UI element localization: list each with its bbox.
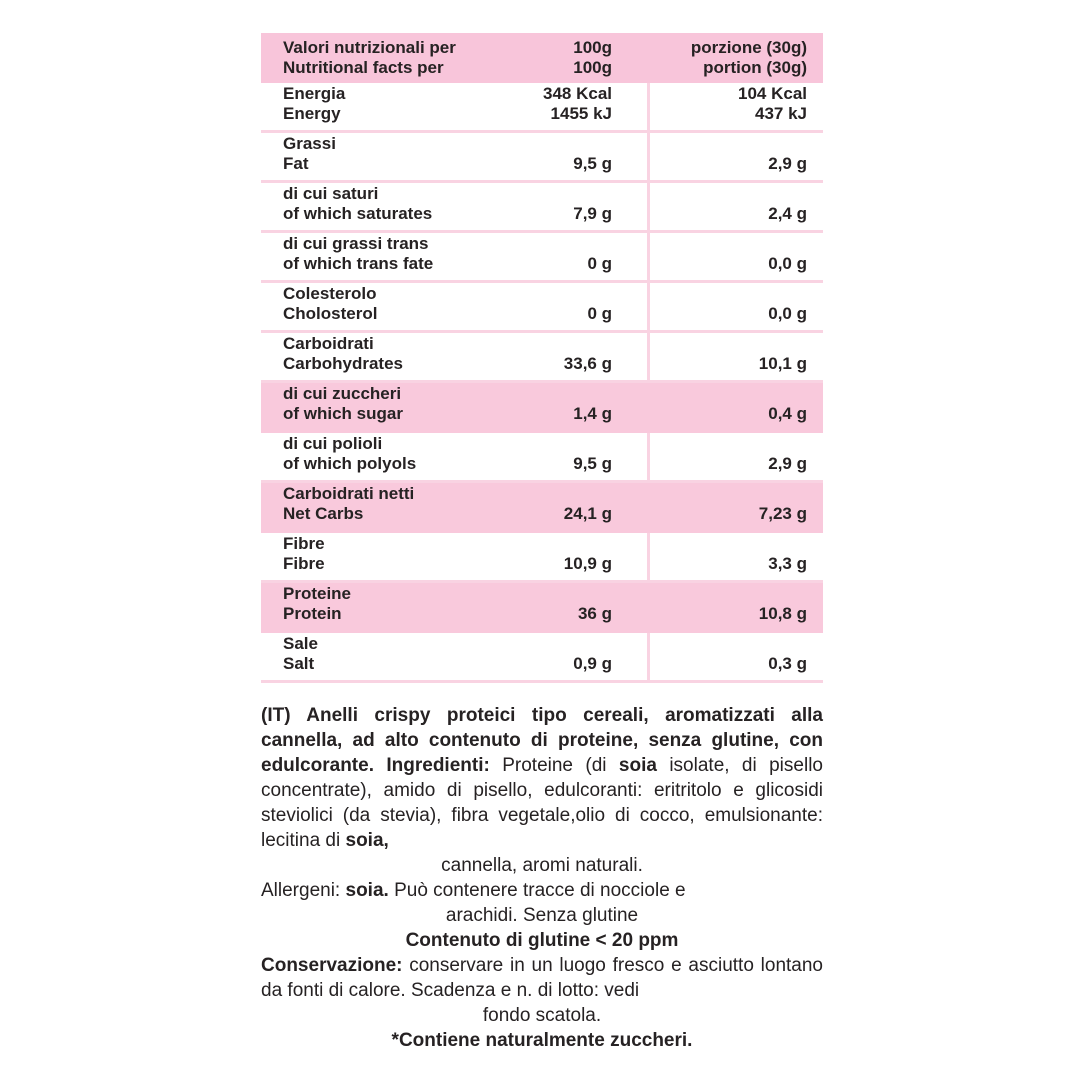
row-label-it: Grassi — [283, 134, 336, 153]
paragraph-centered-line: arachidi. Senza glutine — [445, 905, 639, 926]
paragraph: *Contiene naturalmente zuccheri. — [391, 1030, 693, 1051]
row-label-it: di cui grassi trans — [283, 234, 429, 253]
table-header — [261, 33, 823, 83]
paragraph: Contenuto di glutine < 20 ppm — [405, 930, 679, 951]
value-per-100g: 0 g — [587, 254, 612, 273]
row-label-it: Proteine — [283, 584, 352, 603]
value-per-portion: 0,0 g — [768, 304, 807, 323]
column-divider — [647, 533, 650, 580]
row-label — [283, 384, 403, 424]
table-rows — [261, 83, 823, 683]
row-label-it: di cui polioli — [283, 434, 383, 453]
paragraph-centered-line: fondo scatola. — [482, 1005, 602, 1026]
value-per-portion: 2,9 g — [768, 454, 807, 473]
row-label-en: of which trans fate — [283, 254, 434, 273]
table-row — [261, 633, 823, 683]
paragraph-centered-line: cannella, aromi naturali. — [441, 855, 643, 876]
header-per100-en: 100g — [573, 58, 612, 77]
header-per100 — [573, 38, 612, 78]
value-per-portion: 0,0 g — [768, 254, 807, 273]
value-per-portion: 7,23 g — [758, 504, 807, 523]
value-per-100g: 0,9 g — [573, 654, 612, 673]
table-row — [261, 133, 823, 183]
row-label-it: Sale — [283, 634, 318, 653]
row-label-en: of which saturates — [283, 204, 433, 223]
column-divider — [647, 433, 650, 480]
row-label — [283, 434, 416, 474]
row-label-en: of which sugar — [283, 404, 403, 423]
column-divider — [647, 233, 650, 280]
value-per-100g: 9,5 g — [573, 454, 612, 473]
value-per-100g: 36 g — [577, 604, 612, 623]
column-divider — [647, 283, 650, 330]
row-label — [283, 284, 377, 324]
table-row — [261, 533, 823, 583]
value-per-portion: 104 Kcal 437 kJ — [738, 84, 807, 123]
row-label — [283, 334, 403, 374]
row-label — [283, 484, 414, 524]
value-per-portion: 2,4 g — [768, 204, 807, 223]
row-label-en: Cholosterol — [283, 304, 378, 323]
row-label — [283, 534, 325, 574]
column-divider — [647, 333, 650, 380]
table-row — [261, 483, 823, 533]
header-title — [283, 38, 456, 78]
value-per-100g: 1,4 g — [573, 404, 612, 423]
table-row — [261, 383, 823, 433]
value-per-100g: 0 g — [587, 304, 612, 323]
column-divider — [647, 633, 650, 680]
value-per-100g: 24,1 g — [563, 504, 612, 523]
column-divider — [647, 133, 650, 180]
row-label-it: Energia — [283, 84, 346, 103]
row-label-en: Fat — [283, 154, 309, 173]
table-row — [261, 333, 823, 383]
paragraph: (IT) Anelli crispy proteici tipo cereali, aromatizzati alla cannella, ad alto contenuto di proteine, senza glutine, con edulcorante. Ingredienti: Proteine (di soia isolate, di pisello concentrate), amido di pisello, edulcoranti: eritritolo e glicosidi steviolici (da stevia), fibra vegetale,olio di cocco, emulsionante: lecitina di soia, cannella, aromi naturali. — [261, 705, 823, 876]
row-label-en: Salt — [283, 654, 315, 673]
row-label-en: Net Carbs — [283, 504, 364, 523]
table-row — [261, 283, 823, 333]
row-label-it: di cui saturi — [283, 184, 379, 203]
table-row — [261, 233, 823, 283]
row-label-en: Fibre — [283, 554, 325, 573]
row-label-it: Colesterolo — [283, 284, 377, 303]
header-portion — [691, 38, 807, 78]
row-label-en: of which polyols — [283, 454, 417, 473]
row-label-it: di cui zuccheri — [283, 384, 402, 403]
row-label — [283, 84, 345, 124]
column-divider — [647, 83, 650, 130]
row-label-it: Carboidrati — [283, 334, 374, 353]
row-label — [283, 234, 433, 274]
value-per-portion: 3,3 g — [768, 554, 807, 573]
info-text — [261, 703, 823, 1053]
row-label — [283, 184, 432, 224]
table-row — [261, 433, 823, 483]
table-row — [261, 183, 823, 233]
row-label-en: Protein — [283, 604, 342, 623]
table-row — [261, 83, 823, 133]
paragraph: Allergeni: soia. Può contenere tracce di nocciole e arachidi. Senza glutine — [261, 878, 823, 928]
value-per-100g: 10,9 g — [563, 554, 612, 573]
header-title-it: Valori nutrizionali per — [283, 38, 456, 57]
row-label — [283, 634, 318, 674]
header-portion-en: portion (30g) — [703, 58, 807, 77]
row-label — [283, 134, 336, 174]
value-per-100g: 7,9 g — [573, 204, 612, 223]
row-label — [283, 584, 351, 624]
value-per-portion: 10,1 g — [758, 354, 807, 373]
row-label-it: Carboidrati netti — [283, 484, 415, 503]
row-label-en: Carbohydrates — [283, 354, 403, 373]
column-divider — [647, 183, 650, 230]
row-label-it: Fibre — [283, 534, 325, 553]
header-per100-it: 100g — [573, 38, 612, 57]
value-per-portion: 0,4 g — [768, 404, 807, 423]
header-portion-it: porzione (30g) — [690, 38, 807, 57]
value-per-100g: 9,5 g — [573, 154, 612, 173]
value-per-100g: 348 Kcal 1455 kJ — [543, 84, 612, 123]
row-label-en: Energy — [283, 104, 341, 123]
table-row — [261, 583, 823, 633]
value-per-portion: 2,9 g — [768, 154, 807, 173]
value-per-100g: 33,6 g — [563, 354, 612, 373]
value-per-portion: 10,8 g — [758, 604, 807, 623]
value-per-portion: 0,3 g — [768, 654, 807, 673]
paragraph: Conservazione: conservare in un luogo fresco e asciutto lontano da fonti di calore. Scadenza e n. di lotto: vedi fondo scatola. — [261, 955, 823, 1026]
nutrition-table — [261, 33, 823, 683]
header-title-en: Nutritional facts per — [283, 58, 444, 77]
